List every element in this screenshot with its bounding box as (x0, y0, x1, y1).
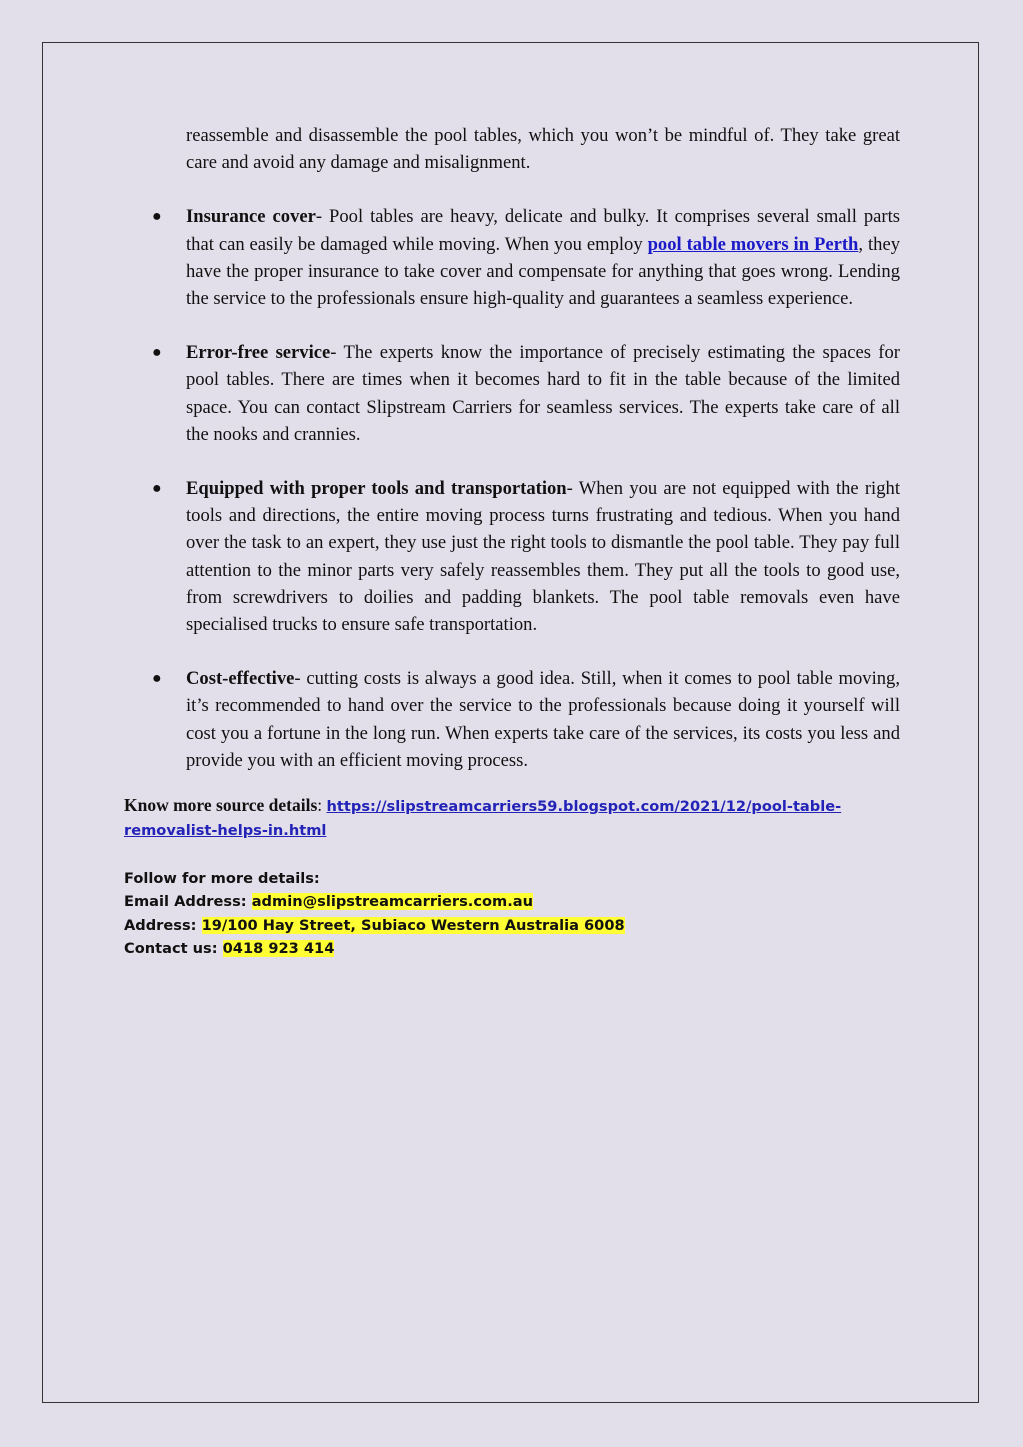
feature-text: - Pool tables are heavy, delicate and bulky. It comprises several small parts that can easily be damaged while moving. When you employ (186, 206, 900, 255)
source-details (124, 794, 900, 842)
list-item-equipped-tools (124, 475, 900, 638)
feature-term: Cost-effective (186, 668, 295, 690)
contact-block (124, 867, 900, 960)
feature-term: Equipped with proper tools and transportation (186, 478, 567, 500)
bullet-icon: ● (152, 344, 162, 362)
feature-list (124, 203, 900, 774)
feature-text: - When you are not equipped with the right tools and directions, the entire moving process turns frustrating and tedious. When you hand over the task to an expert, they use just the right tools to dismantle the pool table. They pay full attention to the minor parts very safely reassembles them. They put all the tools to good use, from screwdrivers to doilies and padding blankets. The pool table removals even have specialised trucks to ensure safe transportation. (186, 478, 900, 636)
email-value[interactable]: admin@slipstreamcarriers.com.au (251, 893, 534, 911)
intro-paragraph: reassemble and disassemble the pool tables, which you won’t be mindful of. They take great care and avoid any damage and misalignment. (186, 125, 900, 174)
address-label: Address: (124, 916, 202, 934)
list-item-error-free-service (124, 339, 900, 448)
source-url-link[interactable]: https://slipstreamcarriers59.blogspot.com/2021/12/pool-table-removalist-helps-in.html (124, 798, 842, 840)
phone-value[interactable]: 0418 923 414 (222, 939, 335, 957)
phone-label: Contact us: (124, 939, 223, 957)
phone-line (124, 937, 900, 960)
list-item-cost-effective (124, 665, 900, 774)
bullet-icon: ● (152, 480, 162, 498)
address-value: 19/100 Hay Street, Subiaco Western Australia 6008 (201, 916, 625, 934)
feature-text: - cutting costs is always a good idea. Still, when it comes to pool table moving, it’s recommended to hand over the service to the professionals because doing it yourself will cost you a fortune in the long run. When experts take care of the services, its costs you less and provide you with an efficient moving process. (186, 668, 900, 771)
feature-term: Error-free service (186, 342, 331, 364)
bullet-icon: ● (152, 208, 162, 226)
pool-table-movers-link[interactable]: pool table movers in Perth (647, 233, 859, 255)
contact-heading: Follow for more details: (124, 870, 320, 888)
feature-text: - The experts know the importance of precisely estimating the spaces for pool tables. There are times when it becomes hard to fit in the table because of the limited space. You can contact Slipstream Carriers for seamless services. The experts take care of all the nooks and crannies. (186, 342, 900, 445)
source-separator: : (317, 795, 327, 816)
document-body (124, 122, 900, 960)
email-label: Email Address: (124, 893, 252, 911)
list-item-insurance-cover (124, 203, 900, 312)
source-label: Know more source details (124, 795, 318, 816)
feature-text-continued: , they have the proper insurance to take cover and compensate for anything that goes wrong. Lending the service to the professionals ensure high-quality and guarantees a seamless experience. (186, 233, 901, 310)
email-line (124, 890, 900, 913)
feature-term: Insurance cover (186, 206, 316, 228)
address-line (124, 914, 900, 937)
bullet-icon: ● (152, 670, 162, 688)
